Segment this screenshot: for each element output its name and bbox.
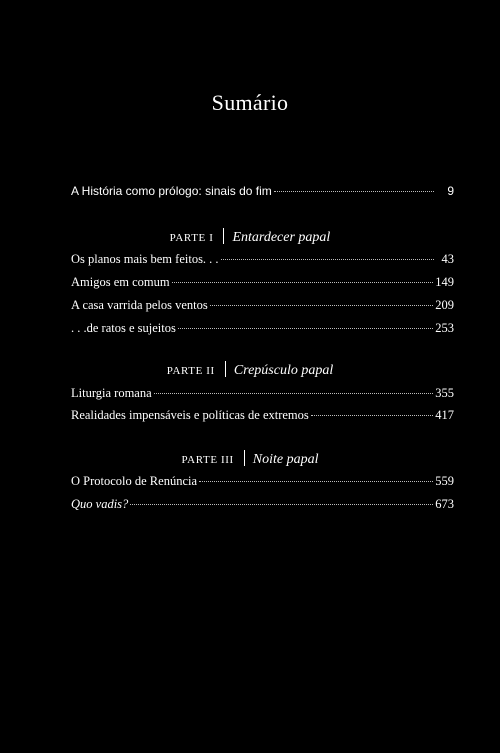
toc-entry[interactable]: [71, 320, 454, 336]
toc-entry[interactable]: [71, 385, 454, 401]
toc-entry[interactable]: [71, 274, 454, 290]
toc-entry-title: Os planos mais bem feitos. . .: [71, 252, 219, 266]
part-name: Entardecer papal: [232, 230, 331, 245]
part-heading-1: [0, 228, 500, 247]
toc-entry-title: A casa varrida pelos ventos: [71, 298, 208, 312]
toc-entry-title: Realidades impensáveis e políticas de extremos: [71, 408, 309, 422]
toc-entry-page: 673: [435, 497, 454, 511]
toc-entry-title: . . .de ratos e sujeitos: [71, 321, 176, 335]
dot-leader: [274, 191, 434, 192]
dot-leader: [199, 481, 433, 482]
toc-entry-title: Amigos em comum: [71, 275, 170, 289]
part-label: PARTE III: [181, 454, 234, 466]
toc-entry-prologue[interactable]: [71, 183, 454, 199]
toc-entry-title: Liturgia romana: [71, 386, 152, 400]
part-label: PARTE II: [166, 365, 215, 377]
toc-entry-title: O Protocolo de Renúncia: [71, 474, 198, 488]
dot-leader: [154, 393, 434, 394]
toc-entry-page: 149: [435, 275, 454, 289]
toc-entry-title: A História como prólogo: sinais do fim: [71, 184, 272, 198]
part-label: PARTE I: [169, 232, 214, 244]
toc-entry-page: 417: [435, 408, 454, 422]
part-name: Crepúsculo papal: [233, 363, 334, 378]
part-separator: [223, 228, 224, 244]
toc-entry[interactable]: [71, 496, 454, 512]
toc-entry-page: 355: [435, 386, 454, 400]
dot-leader: [210, 305, 433, 306]
toc-entry[interactable]: [71, 407, 454, 423]
toc-entry-page: 9: [447, 184, 454, 198]
part-name: Noite papal: [252, 452, 319, 467]
toc-entry-page: 559: [435, 474, 454, 488]
dot-leader: [172, 282, 434, 283]
toc-entry-page: 253: [435, 321, 454, 335]
part-separator: [225, 361, 226, 377]
page-title: Sumário: [211, 90, 289, 115]
dot-leader: [221, 259, 434, 260]
toc-entry-title: Quo vadis?: [71, 497, 129, 511]
dot-leader: [130, 504, 433, 505]
toc-entry-page: 209: [435, 298, 454, 312]
toc-entry[interactable]: [71, 251, 454, 267]
part-separator: [244, 450, 245, 466]
dot-leader: [311, 415, 433, 416]
toc-entry[interactable]: [71, 297, 454, 313]
dot-leader: [178, 328, 433, 329]
part-heading-2: [0, 361, 500, 380]
toc-entry[interactable]: [71, 473, 454, 489]
toc-entry-page: 43: [441, 252, 454, 266]
part-heading-3: [0, 450, 500, 469]
